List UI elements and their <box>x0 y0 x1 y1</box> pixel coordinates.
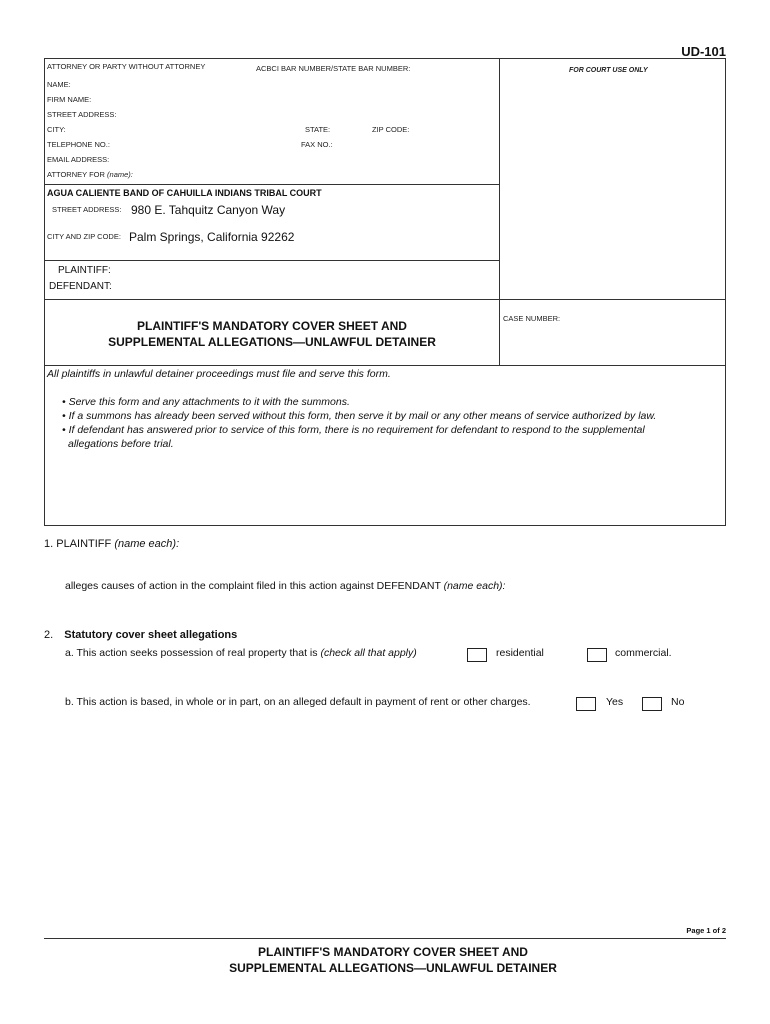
no-label: No <box>671 696 685 708</box>
court-city-value: Palm Springs, California 92262 <box>129 230 295 244</box>
footer-title-line2: SUPPLEMENTAL ALLEGATIONS—UNLAWFUL DETAINER <box>229 961 557 975</box>
fax-label[interactable]: FAX NO.: <box>301 140 333 149</box>
firm-name-label[interactable]: FIRM NAME: <box>47 95 92 104</box>
item2a-label: a. This action seeks possession of real property that is <box>65 647 318 659</box>
attorney-label: ATTORNEY OR PARTY WITHOUT ATTORNEY <box>47 62 206 71</box>
telephone-label[interactable]: TELEPHONE NO.: <box>47 140 110 149</box>
item2a-text <box>65 647 417 659</box>
form-title-line2: SUPPLEMENTAL ALLEGATIONS—UNLAWFUL DETAINER <box>108 335 436 349</box>
item2-label: 2. <box>44 629 54 641</box>
attorney-for-text: ATTORNEY FOR <box>47 170 105 179</box>
notice-bullet-1: • Serve this form and any attachments to it with the summons. <box>62 396 350 408</box>
email-label[interactable]: EMAIL ADDRESS: <box>47 155 110 164</box>
item2a-hint: (check all that apply) <box>320 647 417 659</box>
attorney-for-hint: (name): <box>107 170 133 179</box>
attorney-box <box>44 58 500 185</box>
notice-intro: All plaintiffs in unlawful detainer proceedings must file and serve this form. <box>47 368 391 380</box>
notice-bullet-2: • If a summons has already been served without this form, then serve it by mail or any other means of service authorized by law. <box>62 410 657 422</box>
footer-title <box>44 944 742 976</box>
commercial-checkbox[interactable] <box>587 648 607 662</box>
form-id: UD-101 <box>681 44 726 59</box>
item2-heading-text: Statutory cover sheet allegations <box>64 629 238 641</box>
case-number-label[interactable]: CASE NUMBER: <box>503 314 561 323</box>
commercial-label: commercial. <box>615 647 672 659</box>
item1-alleges-text: alleges causes of action in the complaint filed in this action against DEFENDANT <box>65 580 441 592</box>
item2-heading <box>44 629 237 641</box>
page-number: Page 1 of 2 <box>686 926 726 935</box>
item1-alleges-hint: (name each): <box>443 580 506 592</box>
zip-code-label[interactable]: ZIP CODE: <box>372 125 410 134</box>
footer-divider <box>44 938 726 939</box>
item1-alleges <box>65 580 505 592</box>
item1-label: 1. PLAINTIFF <box>44 538 112 550</box>
court-street-label: STREET ADDRESS: <box>52 205 122 214</box>
item1-hint: (name each): <box>114 538 180 550</box>
court-street-value: 980 E. Tahquitz Canyon Way <box>131 203 286 217</box>
court-name: AGUA CALIENTE BAND OF CAHUILLA INDIANS TRIBAL COURT <box>47 188 322 198</box>
attorney-for-label[interactable] <box>47 170 133 179</box>
caption-box <box>44 260 500 300</box>
bar-number-label: ACBCI BAR NUMBER/STATE BAR NUMBER: <box>256 64 411 73</box>
footer-title-line1: PLAINTIFF'S MANDATORY COVER SHEET AND <box>258 945 528 959</box>
case-number-box <box>499 299 726 366</box>
notice-bullet-3-cont: allegations before trial. <box>68 438 174 450</box>
residential-checkbox[interactable] <box>467 648 487 662</box>
form-title <box>44 318 500 350</box>
yes-checkbox[interactable] <box>576 697 596 711</box>
court-city-label: CITY AND ZIP CODE: <box>47 232 121 241</box>
item1-plaintiff <box>44 538 179 550</box>
plaintiff-label[interactable]: PLAINTIFF: <box>58 265 111 276</box>
name-label[interactable]: NAME: <box>47 80 71 89</box>
residential-label: residential <box>496 647 544 659</box>
form-title-line1: PLAINTIFF'S MANDATORY COVER SHEET AND <box>137 319 407 333</box>
no-checkbox[interactable] <box>642 697 662 711</box>
street-address-label[interactable]: STREET ADDRESS: <box>47 110 117 119</box>
court-use-box <box>499 58 726 300</box>
court-use-label: FOR COURT USE ONLY <box>569 67 648 74</box>
defendant-label[interactable]: DEFENDANT: <box>49 281 112 292</box>
item2b-text: b. This action is based, in whole or in part, on an alleged default in payment of rent or other charges. <box>65 696 531 708</box>
notice-bullet-3: • If defendant has answered prior to service of this form, there is no requirement for defendant to respond to the supplemental <box>62 424 645 436</box>
yes-label: Yes <box>606 696 624 708</box>
state-label[interactable]: STATE: <box>305 125 331 134</box>
city-label[interactable]: CITY: <box>47 125 66 134</box>
